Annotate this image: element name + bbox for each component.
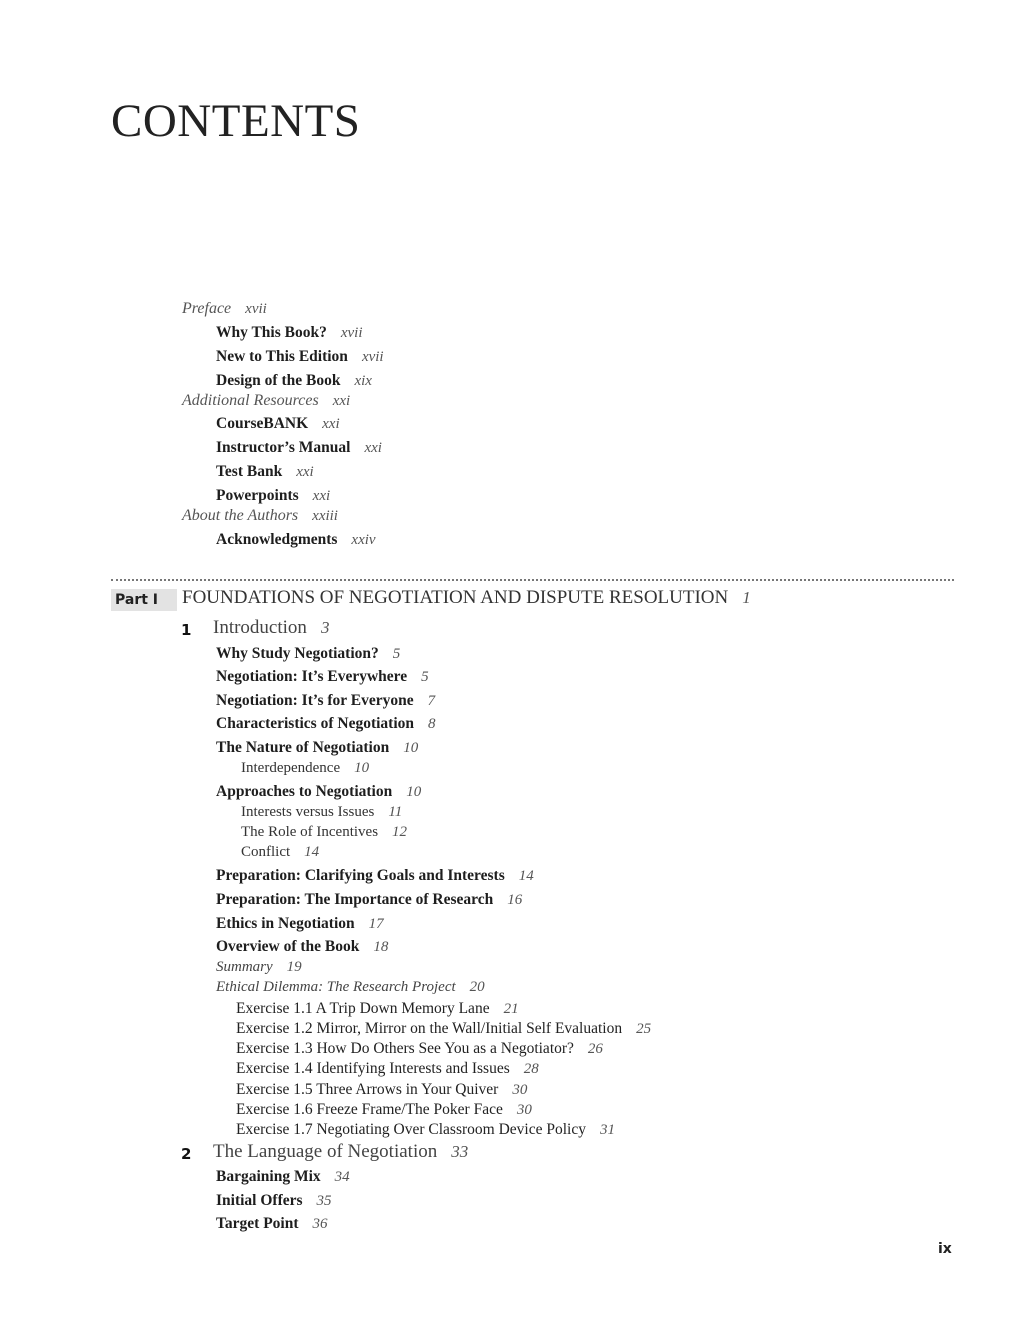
- toc-exercise: Exercise 1.4 Identifying Interests and Issues 28: [236, 1060, 539, 1077]
- toc-entry: CourseBANK xxi: [216, 415, 340, 432]
- section-divider: [111, 579, 954, 581]
- toc-entry: Target Point 36: [216, 1215, 328, 1232]
- toc-exercise: Exercise 1.6 Freeze Frame/The Poker Face 30: [236, 1101, 532, 1118]
- toc-entry: Overview of the Book 18: [216, 938, 389, 955]
- toc-entry: Why Study Negotiation? 5: [216, 645, 401, 662]
- toc-entry: Powerpoints xxi: [216, 487, 331, 504]
- toc-entry: Negotiation: It’s for Everyone 7: [216, 692, 436, 709]
- toc-entry: Additional Resources xxi: [182, 392, 351, 409]
- toc-exercise: Exercise 1.1 A Trip Down Memory Lane 21: [236, 1000, 519, 1017]
- part-label: Part I: [111, 589, 177, 611]
- toc-subentry: Interdependence 10: [241, 760, 370, 776]
- toc-entry: Preparation: The Importance of Research 16: [216, 891, 523, 908]
- toc-entry: Negotiation: It’s Everywhere 5: [216, 668, 429, 685]
- toc-entry: Approaches to Negotiation 10: [216, 783, 422, 800]
- toc-entry: Initial Offers 35: [216, 1192, 332, 1209]
- toc-exercise: Exercise 1.2 Mirror, Mirror on the Wall/Initial Self Evaluation 25: [236, 1020, 652, 1037]
- toc-entry: Acknowledgments xxiv: [216, 531, 376, 548]
- toc-entry: Characteristics of Negotiation 8: [216, 715, 436, 732]
- chapter-title: Introduction 3: [213, 617, 330, 638]
- toc-entry: Instructor’s Manual xxi: [216, 439, 382, 456]
- toc-subentry: Interests versus Issues 11: [241, 804, 403, 820]
- toc-entry: Summary 19: [216, 959, 302, 975]
- toc-exercise: Exercise 1.5 Three Arrows in Your Quiver 30: [236, 1081, 528, 1098]
- toc-entry: The Nature of Negotiation 10: [216, 739, 419, 756]
- chapter-number: 1: [181, 621, 192, 639]
- toc-entry: Design of the Book xix: [216, 372, 372, 389]
- page-number: ix: [938, 1241, 952, 1257]
- chapter-number: 2: [181, 1145, 192, 1163]
- part-title: FOUNDATIONS OF NEGOTIATION AND DISPUTE RESOLUTION 1: [182, 587, 751, 608]
- toc-subentry: Conflict 14: [241, 844, 320, 860]
- toc-subentry: The Role of Incentives 12: [241, 824, 408, 840]
- toc-entry: Test Bank xxi: [216, 463, 314, 480]
- toc-exercise: Exercise 1.3 How Do Others See You as a Negotiator? 26: [236, 1040, 603, 1057]
- page-title: CONTENTS: [111, 95, 361, 147]
- chapter-title: The Language of Negotiation 33: [213, 1141, 469, 1162]
- toc-entry: Ethics in Negotiation 17: [216, 915, 384, 932]
- toc-entry: New to This Edition xvii: [216, 348, 384, 365]
- toc-entry: About the Authors xxiii: [182, 507, 338, 524]
- toc-entry: Ethical Dilemma: The Research Project 20: [216, 979, 485, 995]
- toc-entry: Why This Book? xvii: [216, 324, 363, 341]
- toc-entry: Preparation: Clarifying Goals and Interests 14: [216, 867, 534, 884]
- toc-entry: Bargaining Mix 34: [216, 1168, 350, 1185]
- toc-exercise: Exercise 1.7 Negotiating Over Classroom Device Policy 31: [236, 1121, 615, 1138]
- toc-entry: Preface xvii: [182, 300, 267, 317]
